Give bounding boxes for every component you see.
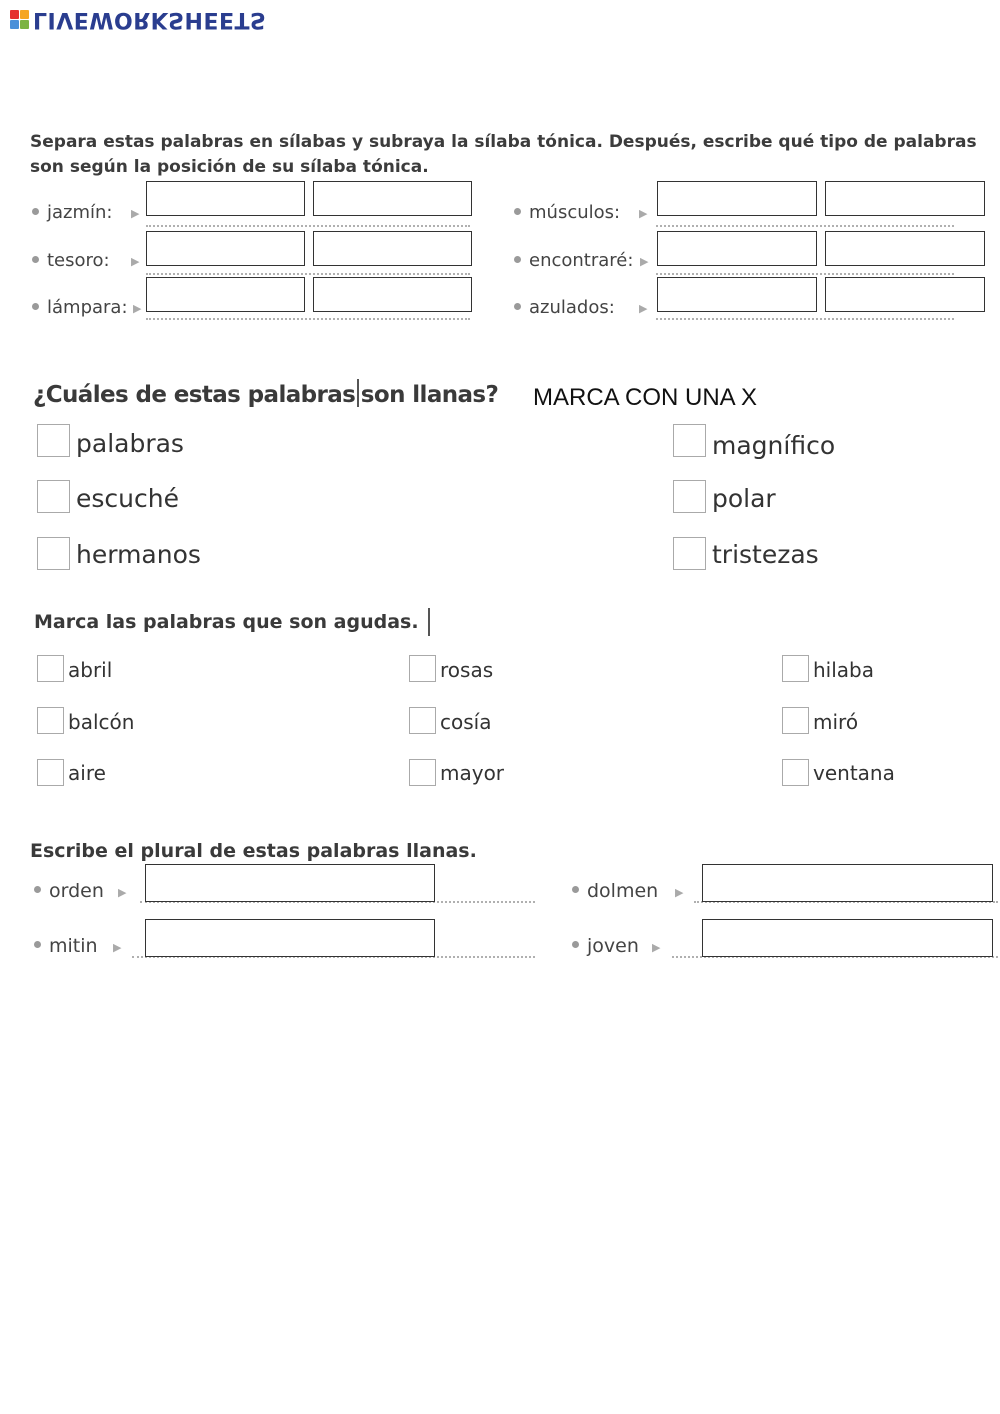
- arrow-icon: ▶: [131, 255, 140, 268]
- option-tristezas: tristezas: [712, 540, 819, 569]
- checkbox-abril[interactable]: [37, 655, 64, 682]
- syllable-item-lampara: [32, 297, 128, 318]
- checkbox-ventana[interactable]: [782, 759, 809, 786]
- checkbox-cosia[interactable]: [409, 707, 436, 734]
- syllable-answer-azulados-2[interactable]: [825, 277, 985, 312]
- syllable-answer-azulados-1[interactable]: [657, 277, 817, 312]
- option-magnifico: magnífico: [712, 431, 836, 460]
- option-palabras: palabras: [76, 429, 184, 458]
- bullet-icon: [34, 886, 41, 893]
- logo-block-orange: [20, 10, 29, 19]
- syllable-word-label: músculos:: [529, 202, 621, 223]
- section3-instruction: Marca las palabras que son agudas.: [34, 611, 419, 633]
- dotted-line: [146, 225, 470, 227]
- syllable-answer-musculos-2[interactable]: [825, 181, 985, 216]
- syllable-answer-lampara-1[interactable]: [146, 277, 305, 312]
- arrow-icon: ▶: [639, 302, 648, 315]
- plural-word-label: mitin: [49, 935, 98, 957]
- option-rosas: rosas: [440, 658, 494, 682]
- checkbox-polar[interactable]: [673, 480, 706, 513]
- plural-answer-orden[interactable]: [145, 864, 435, 902]
- option-mayor: mayor: [440, 761, 505, 785]
- arrow-icon: ▶: [640, 255, 649, 268]
- syllable-item-jazmin: [32, 202, 113, 223]
- option-hermanos: hermanos: [76, 540, 201, 569]
- arrow-icon: ▶: [675, 886, 684, 899]
- liveworksheets-logo: [10, 6, 266, 32]
- checkbox-mayor[interactable]: [409, 759, 436, 786]
- syllable-item-azulados: [514, 297, 615, 318]
- section4-instruction: Escribe el plural de estas palabras llanas.: [30, 840, 477, 862]
- syllable-item-musculos: [514, 202, 620, 223]
- logo-block-blue: [10, 20, 19, 29]
- checkbox-hermanos[interactable]: [37, 537, 70, 570]
- syllable-word-label: tesoro:: [47, 250, 110, 271]
- checkbox-palabras[interactable]: [37, 424, 70, 457]
- option-hilaba: hilaba: [813, 658, 874, 682]
- plural-item-mitin: [34, 935, 98, 957]
- section1-instruction-line2: son según la posición de su sílaba tónica.: [30, 157, 429, 177]
- syllable-answer-musculos-1[interactable]: [657, 181, 817, 216]
- plural-word-label: joven: [587, 935, 639, 957]
- dotted-line: [656, 273, 954, 275]
- section2-question: [33, 374, 498, 411]
- option-polar: polar: [712, 484, 776, 513]
- bullet-icon: [572, 886, 579, 893]
- logo-block-red: [10, 10, 19, 19]
- section2-note: MARCA CON UNA X: [533, 384, 758, 411]
- logo-block-green: [20, 20, 29, 29]
- option-escuche: escuché: [76, 484, 179, 513]
- text-cursor: [357, 379, 359, 407]
- option-aire: aire: [68, 761, 106, 785]
- syllable-answer-encontrare-2[interactable]: [825, 231, 985, 266]
- bullet-icon: [572, 941, 579, 948]
- section2-question-part2: son llanas?: [360, 382, 499, 408]
- arrow-icon: ▶: [133, 302, 142, 315]
- option-cosia: cosía: [440, 710, 492, 734]
- bullet-icon: [34, 941, 41, 948]
- dotted-line: [656, 225, 954, 227]
- bullet-icon: [514, 303, 521, 310]
- syllable-item-tesoro: [32, 250, 110, 271]
- logo-text: LIVEWORKSHEETS: [33, 7, 267, 32]
- dotted-line: [146, 318, 470, 320]
- syllable-answer-jazmin-1[interactable]: [146, 181, 305, 216]
- bullet-icon: [32, 256, 39, 263]
- plural-answer-dolmen[interactable]: [702, 864, 993, 902]
- syllable-answer-jazmin-2[interactable]: [313, 181, 472, 216]
- checkbox-escuche[interactable]: [37, 480, 70, 513]
- arrow-icon: ▶: [652, 941, 661, 954]
- checkbox-miro[interactable]: [782, 707, 809, 734]
- arrow-icon: ▶: [639, 207, 648, 220]
- option-miro: miró: [813, 710, 859, 734]
- option-balcon: balcón: [68, 710, 135, 734]
- syllable-word-label: jazmín:: [47, 202, 113, 223]
- section2-question-part1: ¿Cuáles de estas palabras: [33, 382, 356, 408]
- syllable-answer-lampara-2[interactable]: [313, 277, 472, 312]
- section1-instruction-line1: Separa estas palabras en sílabas y subraya la sílaba tónica. Después, escribe qué tipo de palabras: [30, 132, 977, 152]
- plural-word-label: dolmen: [587, 880, 659, 902]
- checkbox-hilaba[interactable]: [782, 655, 809, 682]
- syllable-word-label: lámpara:: [47, 297, 128, 318]
- plural-item-joven: [572, 935, 639, 957]
- checkbox-balcon[interactable]: [37, 707, 64, 734]
- plural-item-dolmen: [572, 880, 658, 902]
- checkbox-magnifico[interactable]: [673, 424, 706, 457]
- text-cursor: [428, 608, 430, 636]
- dotted-line: [146, 273, 470, 275]
- arrow-icon: ▶: [131, 207, 140, 220]
- logo-blocks-icon: [10, 10, 29, 29]
- arrow-icon: ▶: [118, 886, 127, 899]
- plural-answer-joven[interactable]: [702, 919, 993, 957]
- syllable-item-encontrare: [514, 250, 633, 271]
- syllable-word-label: azulados:: [529, 297, 615, 318]
- plural-item-orden: [34, 880, 104, 902]
- plural-word-label: orden: [49, 880, 104, 902]
- syllable-answer-encontrare-1[interactable]: [657, 231, 817, 266]
- checkbox-rosas[interactable]: [409, 655, 436, 682]
- dotted-line: [656, 318, 954, 320]
- syllable-word-label: encontraré:: [529, 250, 634, 271]
- option-ventana: ventana: [813, 761, 895, 785]
- checkbox-aire[interactable]: [37, 759, 64, 786]
- arrow-icon: ▶: [113, 941, 122, 954]
- option-abril: abril: [68, 658, 113, 682]
- bullet-icon: [32, 303, 39, 310]
- bullet-icon: [514, 208, 521, 215]
- bullet-icon: [32, 208, 39, 215]
- syllable-answer-tesoro-1[interactable]: [146, 231, 305, 266]
- checkbox-tristezas[interactable]: [673, 537, 706, 570]
- syllable-answer-tesoro-2[interactable]: [313, 231, 472, 266]
- plural-answer-mitin[interactable]: [145, 919, 435, 957]
- bullet-icon: [514, 256, 521, 263]
